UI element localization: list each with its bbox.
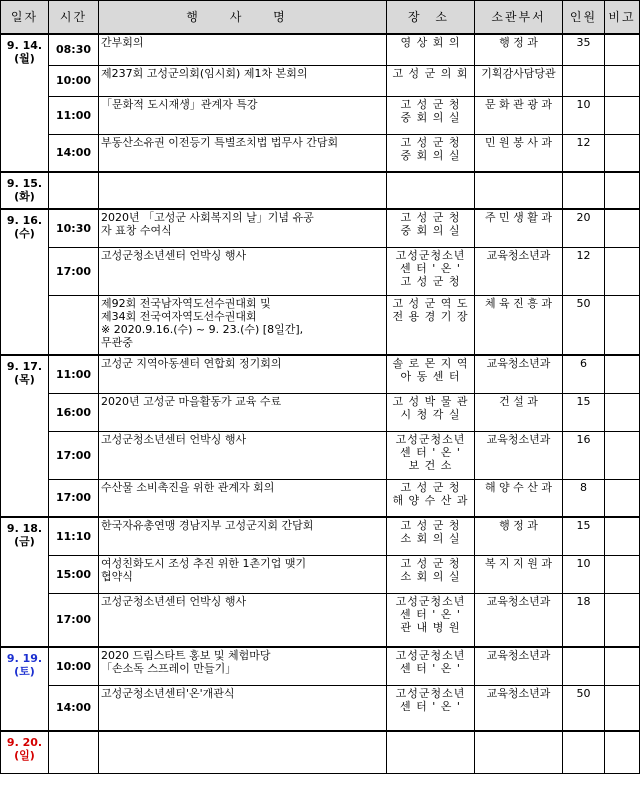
dept-cell <box>475 731 563 773</box>
event-cell <box>99 647 387 685</box>
date-text: 9. 18. <box>6 522 43 535</box>
place-line: 고 성 군 의 회 <box>392 66 469 80</box>
event-cell <box>99 431 387 479</box>
place-line: 고 성 군 청 <box>400 556 461 570</box>
dept-cell: 행 정 과 <box>475 517 563 555</box>
place-line: 고 성 군 청 <box>400 211 461 224</box>
event-line: 협약식 <box>101 569 133 583</box>
date-cell <box>1 355 49 517</box>
event-line: ※ 2020.9.16.(수) ~ 9. 23.(수) [8일간], <box>101 322 304 336</box>
note-cell <box>605 134 640 172</box>
place-line: 고 성 군 청 <box>400 519 461 532</box>
event-line: 부동산소유권 이전등기 특별조치법 법무사 간담회 <box>101 135 339 149</box>
event-line: 제237회 고성군의회(임시회) 제1차 본회의 <box>101 66 308 80</box>
event-line: 2020년 고성군 마을활동가 교육 수료 <box>101 394 282 408</box>
count-cell <box>563 65 605 96</box>
weekday-text: (월) <box>14 52 35 65</box>
event-line: 간부회의 <box>101 36 144 49</box>
time-cell: 10:00 <box>49 65 99 96</box>
note-cell <box>605 431 640 479</box>
date-text: 9. 17. <box>6 360 43 373</box>
event-line: 여성친화도시 조성 추진 위한 1촌기업 맺기 <box>101 556 307 570</box>
event-cell <box>99 209 387 247</box>
place-line: 고 성 군 청 <box>400 480 461 494</box>
count-cell: 18 <box>563 593 605 647</box>
place-line: 전 용 경 기 장 <box>392 309 469 323</box>
event-cell <box>99 295 387 355</box>
place-line: 영 상 회 의 <box>400 36 461 49</box>
dept-cell: 교육청소년과 <box>475 647 563 685</box>
schedule-row <box>1 393 640 431</box>
place-line: 고 성 군 역 도 <box>392 296 469 310</box>
event-cell <box>99 355 387 393</box>
place-cell <box>387 65 475 96</box>
note-cell <box>605 355 640 393</box>
time-cell: 10:00 <box>49 647 99 685</box>
weekday-text: (화) <box>14 190 35 203</box>
header-event: 행 사 명 <box>99 1 387 35</box>
event-cell <box>99 685 387 731</box>
note-cell <box>605 34 640 65</box>
weekday-text: (수) <box>14 227 35 240</box>
schedule-row <box>1 479 640 517</box>
note-cell <box>605 247 640 295</box>
header-note: 비고 <box>605 1 640 35</box>
date-cell <box>1 34 49 172</box>
note-cell <box>605 517 640 555</box>
event-line: 고성군청소년센터 언박싱 행사 <box>101 248 247 262</box>
place-line: 고 성 박 물 관 <box>392 394 469 408</box>
weekday-text: (토) <box>14 665 35 678</box>
place-cell <box>387 517 475 555</box>
event-line: 자 표창 수여식 <box>101 224 172 237</box>
date-cell <box>1 517 49 647</box>
place-line: 보 건 소 <box>408 458 453 472</box>
event-cell <box>99 96 387 134</box>
dept-cell: 교육청소년과 <box>475 431 563 479</box>
weekday-text: (금) <box>14 535 35 548</box>
count-cell: 15 <box>563 517 605 555</box>
dept-cell: 민 원 봉 사 과 <box>475 134 563 172</box>
event-line: 무관중 <box>101 335 133 349</box>
schedule-row <box>1 555 640 593</box>
event-line: 제34회 전국여자역도선수권대회 <box>101 309 257 323</box>
place-line: 고성군청소년 <box>395 686 466 700</box>
dept-cell: 문 화 관 광 과 <box>475 96 563 134</box>
count-cell: 10 <box>563 96 605 134</box>
count-cell <box>563 731 605 773</box>
time-cell: 11:00 <box>49 96 99 134</box>
time-cell: 17:00 <box>49 431 99 479</box>
schedule-row <box>1 685 640 731</box>
note-cell <box>605 593 640 647</box>
event-cell <box>99 731 387 773</box>
schedule-row <box>1 172 640 209</box>
place-cell <box>387 731 475 773</box>
place-line: 소 회 의 실 <box>400 569 461 583</box>
schedule-row <box>1 65 640 96</box>
place-line: 센 터 ' 온 ' <box>400 607 461 621</box>
event-cell <box>99 555 387 593</box>
event-line: 고성군 지역아동센터 연합회 정기회의 <box>101 357 282 370</box>
count-cell: 16 <box>563 431 605 479</box>
place-cell <box>387 134 475 172</box>
event-line: 2020년 「고성군 사회복지의 날」기념 유공 <box>101 211 314 224</box>
place-cell <box>387 393 475 431</box>
event-cell <box>99 593 387 647</box>
place-line: 고성군청소년 <box>395 248 466 262</box>
event-line: 2020 드림스타트 홍보 및 체험마당 <box>101 649 271 662</box>
place-line: 소 회 의 실 <box>400 532 461 545</box>
note-cell <box>605 731 640 773</box>
schedule-row <box>1 517 640 555</box>
header-time: 시간 <box>49 1 99 35</box>
count-cell: 8 <box>563 479 605 517</box>
event-line: 「손소독 스프레이 만들기」 <box>101 662 237 675</box>
time-cell: 10:30 <box>49 209 99 247</box>
header-row <box>1 1 640 35</box>
event-line: 제92회 전국남자역도선수권대회 및 <box>101 296 271 310</box>
header-place: 장 소 <box>387 1 475 35</box>
place-line: 고성군청소년 <box>395 594 466 608</box>
place-cell <box>387 355 475 393</box>
place-line: 센 터 ' 온 ' <box>400 261 461 275</box>
dept-cell: 복 지 지 원 과 <box>475 555 563 593</box>
note-cell <box>605 555 640 593</box>
date-cell <box>1 209 49 355</box>
schedule-row <box>1 431 640 479</box>
place-line: 아 동 센 터 <box>400 370 461 383</box>
dept-cell: 기획감사담당관 <box>475 65 563 96</box>
dept-cell <box>475 172 563 209</box>
time-cell: 16:00 <box>49 393 99 431</box>
place-line: 고성군청소년 <box>395 432 466 446</box>
place-cell <box>387 96 475 134</box>
schedule-row <box>1 209 640 247</box>
date-cell <box>1 731 49 773</box>
count-cell: 15 <box>563 393 605 431</box>
schedule-body <box>1 34 640 773</box>
place-cell <box>387 247 475 295</box>
dept-cell: 주 민 생 활 과 <box>475 209 563 247</box>
time-cell <box>49 172 99 209</box>
weekday-text: (목) <box>14 373 35 386</box>
place-cell <box>387 555 475 593</box>
place-line: 고 성 군 청 <box>400 135 461 149</box>
dept-cell: 교육청소년과 <box>475 685 563 731</box>
time-cell: 11:00 <box>49 355 99 393</box>
schedule-row <box>1 34 640 65</box>
date-text: 9. 20. <box>6 736 43 749</box>
event-line: 수산물 소비촉진을 위한 관계자 회의 <box>101 480 275 494</box>
count-cell: 12 <box>563 247 605 295</box>
count-cell: 20 <box>563 209 605 247</box>
time-cell <box>49 295 99 355</box>
place-cell <box>387 172 475 209</box>
event-cell <box>99 393 387 431</box>
time-cell: 17:00 <box>49 479 99 517</box>
place-line: 고 성 군 청 <box>400 274 461 288</box>
place-line: 중 회 의 실 <box>400 224 461 237</box>
note-cell <box>605 295 640 355</box>
schedule-row <box>1 647 640 685</box>
time-cell: 14:00 <box>49 685 99 731</box>
place-cell <box>387 479 475 517</box>
place-cell <box>387 34 475 65</box>
place-line: 해 양 수 산 과 <box>392 493 469 507</box>
time-cell: 17:00 <box>49 247 99 295</box>
schedule-row <box>1 355 640 393</box>
date-text: 9. 16. <box>6 214 43 227</box>
event-line: 고성군청소년센터'온'개관식 <box>101 686 235 700</box>
date-text: 9. 19. <box>6 652 43 665</box>
schedule-row <box>1 731 640 773</box>
time-cell: 15:00 <box>49 555 99 593</box>
date-text: 9. 15. <box>6 177 43 190</box>
event-cell <box>99 65 387 96</box>
header-count: 인원 <box>563 1 605 35</box>
place-cell <box>387 431 475 479</box>
count-cell: 10 <box>563 555 605 593</box>
note-cell <box>605 393 640 431</box>
note-cell <box>605 172 640 209</box>
date-cell <box>1 647 49 731</box>
weekday-text: (일) <box>14 749 35 762</box>
event-line: 고성군청소년센터 언박싱 행사 <box>101 432 247 446</box>
schedule-row <box>1 593 640 647</box>
count-cell <box>563 172 605 209</box>
place-line: 센 터 ' 온 ' <box>400 445 461 459</box>
place-line: 센 터 ' 온 ' <box>400 662 461 675</box>
count-cell: 35 <box>563 34 605 65</box>
event-line: 고성군청소년센터 언박싱 행사 <box>101 594 247 608</box>
time-cell: 08:30 <box>49 34 99 65</box>
dept-cell: 교육청소년과 <box>475 593 563 647</box>
note-cell <box>605 479 640 517</box>
event-cell <box>99 479 387 517</box>
place-cell <box>387 593 475 647</box>
count-cell <box>563 647 605 685</box>
schedule-row <box>1 96 640 134</box>
time-cell: 11:10 <box>49 517 99 555</box>
note-cell <box>605 65 640 96</box>
place-line: 솔 로 몬 지 역 <box>392 357 469 370</box>
header-dept: 소관부서 <box>475 1 563 35</box>
header-date: 일자 <box>1 1 49 35</box>
note-cell <box>605 647 640 685</box>
schedule-row <box>1 247 640 295</box>
place-line: 관 내 병 원 <box>400 620 461 634</box>
place-line: 센 터 ' 온 ' <box>400 699 461 713</box>
dept-cell: 체 육 진 흥 과 <box>475 295 563 355</box>
place-cell <box>387 647 475 685</box>
event-cell <box>99 34 387 65</box>
event-line: 한국자유총연맹 경남지부 고성군지회 간담회 <box>101 519 314 532</box>
event-cell <box>99 134 387 172</box>
count-cell: 12 <box>563 134 605 172</box>
place-line: 중 회 의 실 <box>400 110 461 124</box>
event-cell <box>99 172 387 209</box>
place-cell <box>387 209 475 247</box>
note-cell <box>605 209 640 247</box>
schedule-row <box>1 295 640 355</box>
time-cell: 17:00 <box>49 593 99 647</box>
place-cell <box>387 295 475 355</box>
dept-cell: 해 양 수 산 과 <box>475 479 563 517</box>
place-line: 시 청 각 실 <box>400 407 461 421</box>
place-line: 고 성 군 청 <box>400 97 461 111</box>
note-cell <box>605 96 640 134</box>
event-line: 「문화적 도시재생」관계자 특강 <box>101 97 258 111</box>
time-cell: 14:00 <box>49 134 99 172</box>
count-cell: 50 <box>563 295 605 355</box>
dept-cell: 행 정 과 <box>475 34 563 65</box>
place-line: 고성군청소년 <box>395 649 466 662</box>
time-cell <box>49 731 99 773</box>
dept-cell: 교육청소년과 <box>475 247 563 295</box>
place-line: 중 회 의 실 <box>400 148 461 162</box>
note-cell <box>605 685 640 731</box>
dept-cell: 교육청소년과 <box>475 355 563 393</box>
event-cell <box>99 247 387 295</box>
count-cell: 6 <box>563 355 605 393</box>
date-cell <box>1 172 49 209</box>
date-text: 9. 14. <box>6 39 43 52</box>
schedule-row <box>1 134 640 172</box>
event-cell <box>99 517 387 555</box>
count-cell: 50 <box>563 685 605 731</box>
dept-cell: 건 설 과 <box>475 393 563 431</box>
place-cell <box>387 685 475 731</box>
